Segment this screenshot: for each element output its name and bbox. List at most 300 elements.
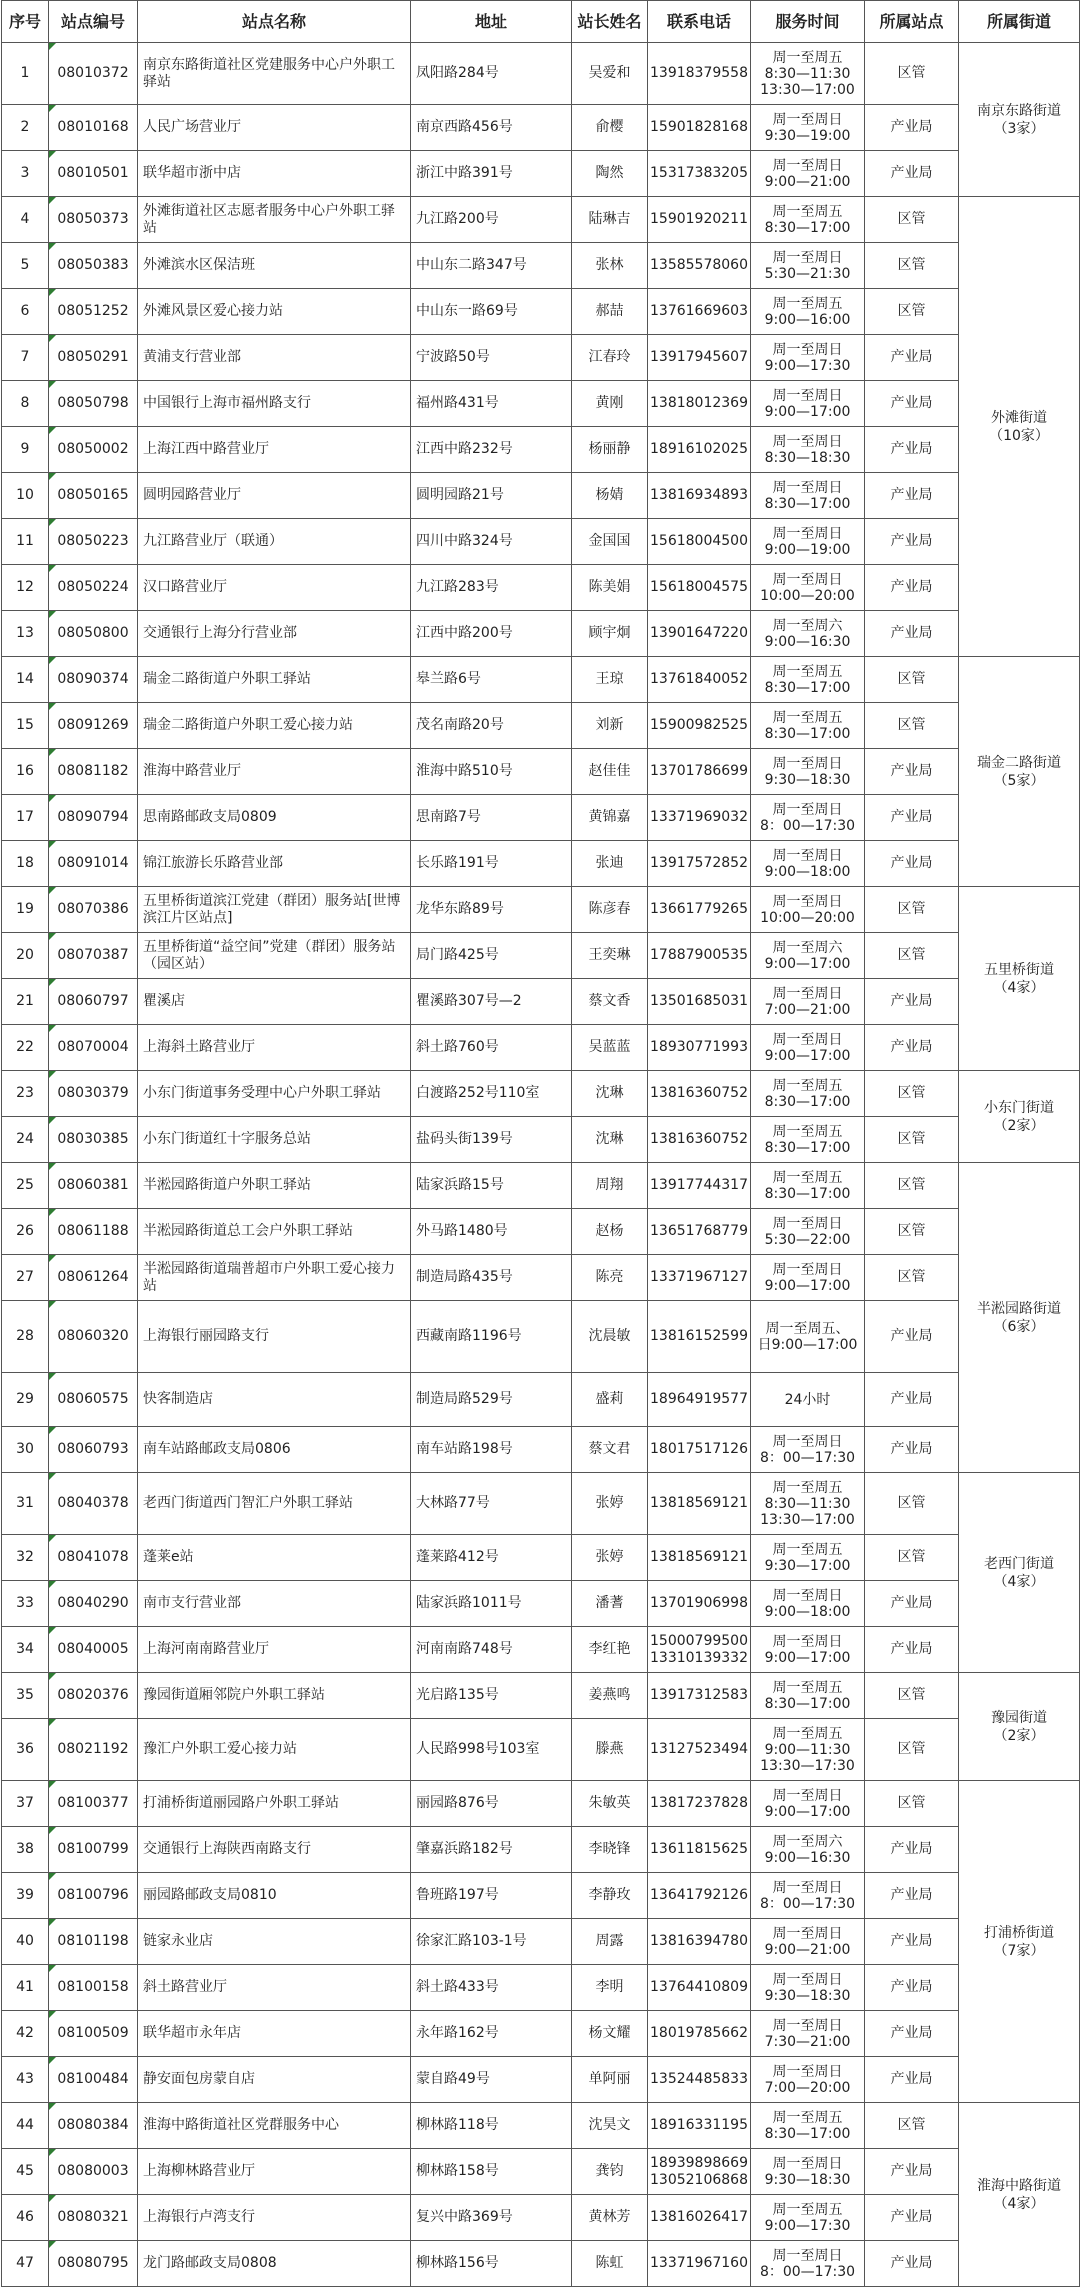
service-time-line: 周一至周日	[772, 1925, 843, 1942]
service-time-line: 日9:00—17:00	[757, 1336, 858, 1353]
service-time-line: 9:00—17:00	[764, 1649, 851, 1666]
owning-site: 区管	[865, 703, 959, 749]
phone-number: 15618004575	[650, 579, 748, 595]
contact-phone	[648, 795, 751, 841]
row-no: 8	[2, 381, 49, 427]
station-address: 中山东二路347号	[411, 243, 572, 289]
station-code: 08041078	[49, 1535, 138, 1581]
station-master: 张婷	[572, 1473, 648, 1535]
owning-site: 产业局	[865, 473, 959, 519]
phone-number: 13818569121	[650, 1495, 748, 1511]
station-address: 肇嘉浜路182号	[411, 1827, 572, 1873]
table-row	[2, 2103, 1080, 2149]
station-code: 08050800	[49, 611, 138, 657]
service-time	[751, 43, 865, 105]
service-time-line: 周一至周五	[772, 49, 843, 66]
service-time	[751, 289, 865, 335]
service-time	[751, 2195, 865, 2241]
service-time	[751, 1025, 865, 1071]
owning-site: 区管	[865, 1255, 959, 1301]
station-master: 黄林芳	[572, 2195, 648, 2241]
contact-phone	[648, 1535, 751, 1581]
phone-number: 13918379558	[650, 65, 748, 81]
service-time-line: 9:00—17:00	[764, 1277, 851, 1294]
station-name: 上海河南南路营业厅	[138, 1627, 411, 1673]
table-row	[2, 1627, 1080, 1673]
phone-number: 13641792126	[650, 1887, 748, 1903]
station-code: 08101198	[49, 1919, 138, 1965]
street-count: （2家）	[993, 1117, 1045, 1134]
station-master: 陈彦春	[572, 887, 648, 933]
street-count: （2家）	[993, 1727, 1045, 1744]
station-name: 小东门街道事务受理中心户外职工驿站	[138, 1071, 411, 1117]
station-address: 南车站路198号	[411, 1427, 572, 1473]
owning-site: 产业局	[865, 2057, 959, 2103]
table-row	[2, 243, 1080, 289]
contact-phone	[648, 1581, 751, 1627]
service-time	[751, 1781, 865, 1827]
service-time-line: 9:00—16:30	[764, 1849, 851, 1866]
contact-phone	[648, 1673, 751, 1719]
header-name: 站点名称	[138, 1, 411, 43]
service-time-line: 周一至周五	[772, 1169, 843, 1186]
station-code: 08061188	[49, 1209, 138, 1255]
contact-phone	[648, 887, 751, 933]
row-no: 6	[2, 289, 49, 335]
table-row	[2, 1163, 1080, 1209]
station-code: 08051252	[49, 289, 138, 335]
row-no: 23	[2, 1071, 49, 1117]
station-address: 九江路283号	[411, 565, 572, 611]
station-address: 宁波路50号	[411, 335, 572, 381]
service-time	[751, 1627, 865, 1673]
table-row	[2, 1373, 1080, 1427]
service-time-line: 周一至周日	[772, 893, 843, 910]
phone-number: 13817237828	[650, 1795, 748, 1811]
service-time-line: 周一至周日	[772, 801, 843, 818]
row-no: 29	[2, 1373, 49, 1427]
service-time	[751, 795, 865, 841]
service-time-line: 10:00—20:00	[760, 909, 855, 926]
header-phone: 联系电话	[648, 1, 751, 43]
service-time	[751, 2103, 865, 2149]
station-name: 外滩风景区爱心接力站	[138, 289, 411, 335]
service-time	[751, 611, 865, 657]
phone-number: 15317383205	[650, 165, 748, 181]
phone-number: 18964919577	[650, 1391, 748, 1407]
station-master: 单阿丽	[572, 2057, 648, 2103]
row-no: 28	[2, 1301, 49, 1373]
owning-site: 区管	[865, 289, 959, 335]
contact-phone	[648, 2149, 751, 2195]
station-code: 08010501	[49, 151, 138, 197]
owning-site: 区管	[865, 1163, 959, 1209]
row-no: 13	[2, 611, 49, 657]
table-row	[2, 1535, 1080, 1581]
service-time-line: 8:30—17:00	[764, 679, 851, 696]
contact-phone	[648, 105, 751, 151]
owning-site: 产业局	[865, 519, 959, 565]
service-time	[751, 749, 865, 795]
station-master: 潘蓍	[572, 1581, 648, 1627]
service-time-line: 周一至周日	[772, 1633, 843, 1650]
phone-number: 15000799500	[650, 1632, 748, 1649]
station-name: 五里桥街道“益空间”党建（群团）服务站 （园区站）	[138, 933, 411, 979]
row-no: 35	[2, 1673, 49, 1719]
phone-number: 13901647220	[650, 625, 748, 641]
service-time-line: 7:00—21:00	[764, 1001, 851, 1018]
station-master: 黄锦嘉	[572, 795, 648, 841]
station-address: 九江路200号	[411, 197, 572, 243]
street-name: 南京东路街道	[977, 102, 1061, 119]
street-name: 外滩街道	[991, 409, 1047, 426]
station-name: 豫汇户外职工爱心接力站	[138, 1719, 411, 1781]
street-group	[959, 1163, 1080, 1473]
station-code: 08100796	[49, 1873, 138, 1919]
phone-number: 13761840052	[650, 671, 748, 687]
row-no: 1	[2, 43, 49, 105]
row-no: 20	[2, 933, 49, 979]
row-no: 37	[2, 1781, 49, 1827]
header-code: 站点编号	[49, 1, 138, 43]
station-master: 黄刚	[572, 381, 648, 427]
station-master: 盛莉	[572, 1373, 648, 1427]
contact-phone	[648, 381, 751, 427]
owning-site: 区管	[865, 1117, 959, 1163]
table-row	[2, 1301, 1080, 1373]
row-no: 5	[2, 243, 49, 289]
service-time-line: 9:00—19:00	[764, 541, 851, 558]
station-master: 金国国	[572, 519, 648, 565]
service-time-line: 9:00—17:30	[764, 2217, 851, 2234]
station-name: 人民广场营业厅	[138, 105, 411, 151]
owning-site: 区管	[865, 1209, 959, 1255]
service-time-line: 周一至周六	[772, 939, 843, 956]
row-no: 14	[2, 657, 49, 703]
header-street: 所属街道	[959, 1, 1080, 43]
station-code: 08040290	[49, 1581, 138, 1627]
owning-site: 产业局	[865, 2241, 959, 2287]
table-row	[2, 151, 1080, 197]
service-time	[751, 657, 865, 703]
service-time-line: 8：00—17:30	[759, 817, 856, 834]
service-time-line: 周一至周日	[772, 985, 843, 1002]
station-name: 黄浦支行营业部	[138, 335, 411, 381]
station-master: 蔡文香	[572, 979, 648, 1025]
service-time	[751, 2241, 865, 2287]
station-address: 大林路77号	[411, 1473, 572, 1535]
service-time	[751, 1719, 865, 1781]
contact-phone	[648, 2241, 751, 2287]
service-time-line: 周一至周日	[772, 157, 843, 174]
service-time	[751, 1427, 865, 1473]
row-no: 31	[2, 1473, 49, 1535]
phone-number: 13917945607	[650, 349, 748, 365]
table-row	[2, 2057, 1080, 2103]
phone-number: 13701786699	[650, 763, 748, 779]
station-code: 08060320	[49, 1301, 138, 1373]
station-name: 五里桥街道滨江党建（群团）服务站[世博滨江片区站点]	[138, 887, 411, 933]
station-name: 九江路营业厅（联通）	[138, 519, 411, 565]
service-time	[751, 1373, 865, 1427]
station-name: 南车站路邮政支局0806	[138, 1427, 411, 1473]
station-master: 陈美娟	[572, 565, 648, 611]
contact-phone	[648, 841, 751, 887]
service-time-line: 8:30—17:00	[764, 1185, 851, 1202]
station-address: 四川中路324号	[411, 519, 572, 565]
station-master: 沈昊文	[572, 2103, 648, 2149]
station-master: 张婷	[572, 1535, 648, 1581]
station-master: 张迪	[572, 841, 648, 887]
service-time-line: 13:30—17:30	[760, 1757, 855, 1774]
owning-site: 产业局	[865, 1301, 959, 1373]
service-time	[751, 1473, 865, 1535]
row-no: 11	[2, 519, 49, 565]
service-time-line: 周一至周日	[772, 525, 843, 542]
street-group	[959, 887, 1080, 1071]
street-name: 老西门街道	[984, 1555, 1054, 1572]
station-name: 半淞园路街道户外职工驿站	[138, 1163, 411, 1209]
owning-site: 产业局	[865, 611, 959, 657]
contact-phone	[648, 611, 751, 657]
station-name: 淮海中路营业厅	[138, 749, 411, 795]
phone-number: 17887900535	[650, 947, 748, 963]
owning-site: 产业局	[865, 841, 959, 887]
owning-site: 产业局	[865, 1025, 959, 1071]
owning-site: 区管	[865, 933, 959, 979]
station-code: 08061264	[49, 1255, 138, 1301]
station-name: 汉口路营业厅	[138, 565, 411, 611]
table-row	[2, 703, 1080, 749]
table-row	[2, 1071, 1080, 1117]
contact-phone	[648, 1301, 751, 1373]
station-address: 柳林路156号	[411, 2241, 572, 2287]
station-name: 思南路邮政支局0809	[138, 795, 411, 841]
service-time	[751, 151, 865, 197]
phone-number: 13524485833	[650, 2071, 748, 2087]
service-time-line: 7:30—21:00	[764, 2033, 851, 2050]
owning-site: 区管	[865, 1781, 959, 1827]
station-master: 吴爱和	[572, 43, 648, 105]
contact-phone	[648, 2011, 751, 2057]
contact-phone	[648, 1627, 751, 1673]
station-code: 08070386	[49, 887, 138, 933]
station-master: 王奕琳	[572, 933, 648, 979]
table-row	[2, 1719, 1080, 1781]
station-address: 柳林路118号	[411, 2103, 572, 2149]
phone-number: 13052106868	[650, 2171, 748, 2188]
station-master: 龚钧	[572, 2149, 648, 2195]
phone-number: 13651768779	[650, 1223, 748, 1239]
station-name: 蓬莱e站	[138, 1535, 411, 1581]
station-address: 西藏南路1196号	[411, 1301, 572, 1373]
table-header-row	[2, 1, 1080, 43]
station-code: 08100799	[49, 1827, 138, 1873]
station-address: 茂名南路20号	[411, 703, 572, 749]
phone-number: 13371967127	[650, 1269, 748, 1285]
service-time-line: 周一至周六	[772, 1833, 843, 1850]
station-name: 斜土路营业厅	[138, 1965, 411, 2011]
station-name: 中国银行上海市福州路支行	[138, 381, 411, 427]
phone-number: 18930771993	[650, 1039, 748, 1055]
service-time-line: 周一至周五	[772, 295, 843, 312]
service-time-line: 周一至周日	[772, 2155, 843, 2172]
contact-phone	[648, 519, 751, 565]
table-row	[2, 335, 1080, 381]
service-time-line: 8:30—11:30	[764, 65, 851, 82]
row-no: 4	[2, 197, 49, 243]
station-name: 静安面包房蒙自店	[138, 2057, 411, 2103]
service-time-line: 周一至周五	[772, 2201, 843, 2218]
contact-phone	[648, 2103, 751, 2149]
service-time-line: 周一至周六	[772, 617, 843, 634]
station-master: 王琼	[572, 657, 648, 703]
station-code: 08050002	[49, 427, 138, 473]
owning-site: 区管	[865, 887, 959, 933]
service-time	[751, 1581, 865, 1627]
street-group	[959, 43, 1080, 197]
table-row	[2, 519, 1080, 565]
table-row	[2, 795, 1080, 841]
service-time-line: 周一至周日	[772, 387, 843, 404]
phone-number: 13816360752	[650, 1131, 748, 1147]
contact-phone	[648, 197, 751, 243]
station-name: 南市支行营业部	[138, 1581, 411, 1627]
station-code: 08091269	[49, 703, 138, 749]
row-no: 47	[2, 2241, 49, 2287]
station-name: 交通银行上海陕西南路支行	[138, 1827, 411, 1873]
service-time	[751, 2057, 865, 2103]
street-count: （10家）	[989, 427, 1049, 444]
station-name: 瞿溪店	[138, 979, 411, 1025]
row-no: 33	[2, 1581, 49, 1627]
table-row	[2, 1581, 1080, 1627]
phone-number: 13816026417	[650, 2209, 748, 2225]
station-code: 08060575	[49, 1373, 138, 1427]
contact-phone	[648, 1965, 751, 2011]
service-time-line: 周一至周五	[772, 709, 843, 726]
service-time-line: 9:00—21:00	[764, 1941, 851, 1958]
station-master: 周露	[572, 1919, 648, 1965]
station-address: 丽园路876号	[411, 1781, 572, 1827]
street-count: （7家）	[993, 1942, 1045, 1959]
table-row	[2, 2195, 1080, 2241]
service-time-line: 9:30—18:30	[764, 771, 851, 788]
street-count: （3家）	[993, 120, 1045, 137]
station-code: 08100509	[49, 2011, 138, 2057]
station-name: 联华超市浙中店	[138, 151, 411, 197]
station-address: 柳林路158号	[411, 2149, 572, 2195]
service-time	[751, 1965, 865, 2011]
station-name: 半淞园路街道总工会户外职工驿站	[138, 1209, 411, 1255]
row-no: 24	[2, 1117, 49, 1163]
owning-site: 产业局	[865, 1373, 959, 1427]
phone-number: 13761669603	[650, 303, 748, 319]
owning-site: 区管	[865, 1673, 959, 1719]
owning-site: 产业局	[865, 565, 959, 611]
service-time-line: 周一至周日	[772, 1787, 843, 1804]
header-master: 站长姓名	[572, 1, 648, 43]
phone-number: 13701906998	[650, 1595, 748, 1611]
service-time	[751, 1873, 865, 1919]
service-time	[751, 1209, 865, 1255]
owning-site: 产业局	[865, 979, 959, 1025]
service-time	[751, 427, 865, 473]
station-address: 鲁班路197号	[411, 1873, 572, 1919]
table-row	[2, 381, 1080, 427]
service-time-line: 24小时	[784, 1391, 831, 1408]
station-name: 链家永业店	[138, 1919, 411, 1965]
station-address: 淮海中路510号	[411, 749, 572, 795]
contact-phone	[648, 657, 751, 703]
owning-site: 产业局	[865, 1627, 959, 1673]
station-address: 局门路425号	[411, 933, 572, 979]
service-time-line: 周一至周五	[772, 1679, 843, 1696]
table-row	[2, 1781, 1080, 1827]
contact-phone	[648, 473, 751, 519]
service-time-line: 周一至周日	[772, 1261, 843, 1278]
service-time-line: 周一至周五	[772, 1725, 843, 1742]
owning-site: 区管	[865, 1535, 959, 1581]
street-group	[959, 197, 1080, 657]
service-time	[751, 519, 865, 565]
station-code: 08050291	[49, 335, 138, 381]
service-time	[751, 1071, 865, 1117]
table-row	[2, 1919, 1080, 1965]
service-time-line: 周一至周日	[772, 1215, 843, 1232]
service-time-line: 8:30—18:30	[764, 449, 851, 466]
station-code: 08070004	[49, 1025, 138, 1071]
service-time-line: 9:00—18:00	[764, 1603, 851, 1620]
table-row	[2, 2011, 1080, 2057]
owning-site: 产业局	[865, 335, 959, 381]
service-time-line: 周一至周五	[772, 1077, 843, 1094]
service-time	[751, 2149, 865, 2195]
owning-site: 产业局	[865, 1827, 959, 1873]
station-address: 光启路135号	[411, 1673, 572, 1719]
station-code: 08091014	[49, 841, 138, 887]
station-code: 08030385	[49, 1117, 138, 1163]
service-time	[751, 1117, 865, 1163]
service-time	[751, 887, 865, 933]
phone-number: 18939898669	[650, 2154, 748, 2171]
station-name: 快客制造店	[138, 1373, 411, 1427]
contact-phone	[648, 703, 751, 749]
owning-site: 产业局	[865, 151, 959, 197]
street-group	[959, 2103, 1080, 2287]
phone-number: 13816360752	[650, 1085, 748, 1101]
station-address: 制造局路529号	[411, 1373, 572, 1427]
service-time-line: 周一至周日	[772, 2247, 843, 2264]
street-count: （4家）	[993, 1573, 1045, 1590]
table-row	[2, 2149, 1080, 2195]
service-time	[751, 1673, 865, 1719]
row-no: 15	[2, 703, 49, 749]
station-code: 08010372	[49, 43, 138, 105]
station-address: 思南路7号	[411, 795, 572, 841]
service-time-line: 9:00—16:30	[764, 633, 851, 650]
station-name: 上海柳林路营业厅	[138, 2149, 411, 2195]
owning-site: 产业局	[865, 749, 959, 795]
owning-site: 区管	[865, 43, 959, 105]
phone-number: 13371969032	[650, 809, 748, 825]
phone-number: 13816394780	[650, 1933, 748, 1949]
street-group	[959, 1673, 1080, 1781]
service-time-line: 8:30—17:00	[764, 2125, 851, 2142]
station-master: 俞樱	[572, 105, 648, 151]
contact-phone	[648, 1025, 751, 1071]
service-time	[751, 1535, 865, 1581]
